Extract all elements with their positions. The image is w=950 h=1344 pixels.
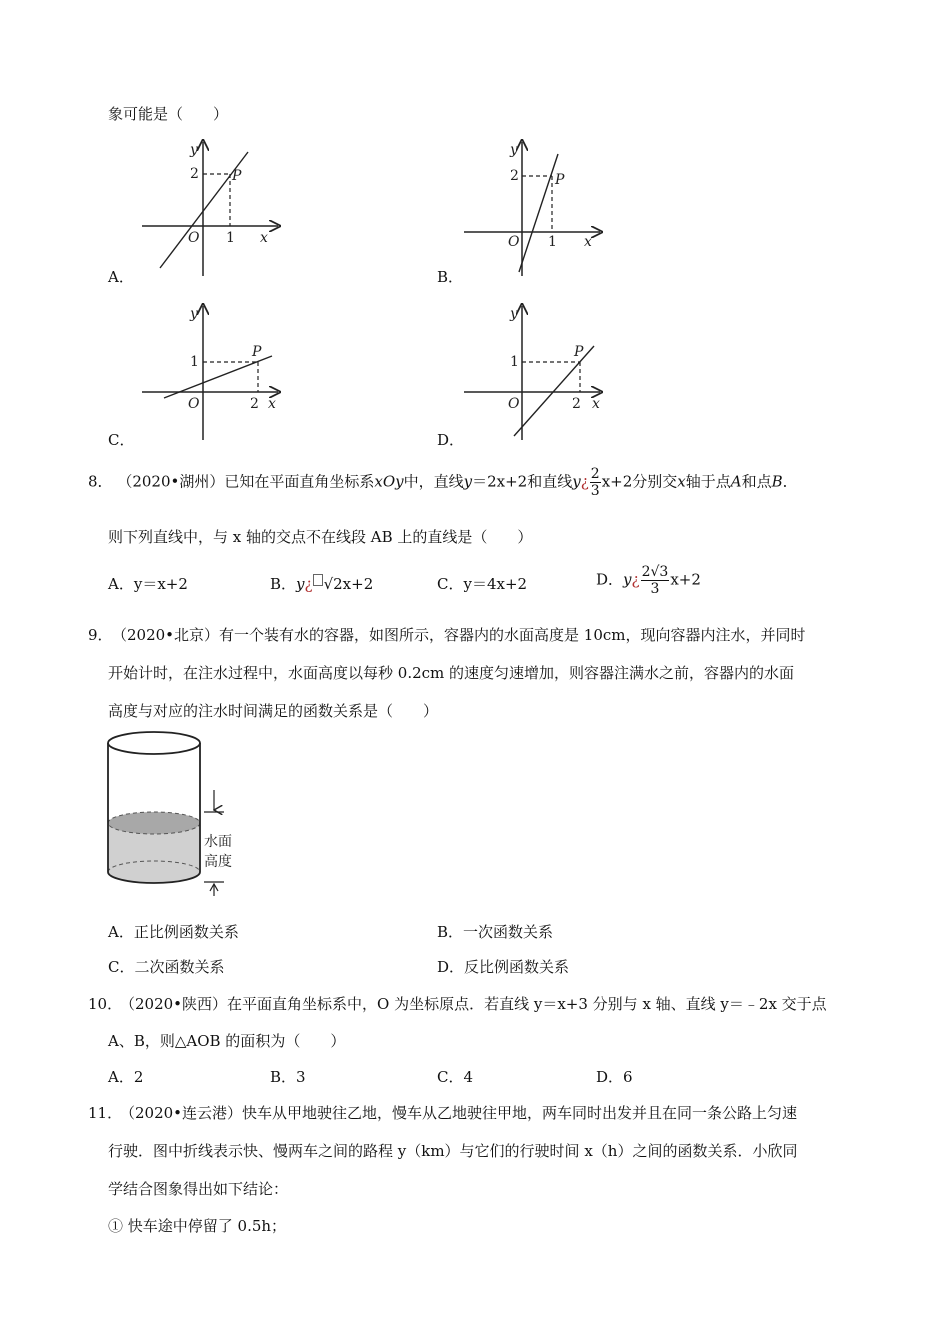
q8-opt-d-fraction	[641, 564, 670, 597]
option-c-letter: C．	[108, 431, 135, 449]
q8-opt-c-letter: C．	[437, 575, 464, 593]
q10-line1: （2020•陕西）在平面直角坐标系中，O 为坐标原点．若直线 y＝x+3 分别与 x 轴、直线 y＝﹣2x 交于点	[120, 995, 827, 1013]
q8-opt-d-letter: D．	[596, 570, 624, 589]
q8-eq2-y: y	[572, 472, 581, 491]
axis-x-label: x	[260, 230, 268, 246]
q11-line1: （2020•连云港）快车从甲地驶往乙地，慢车从乙地驶往甲地，两车同时出发并且在同一条公路上匀速	[120, 1104, 798, 1122]
q9-line1: （2020•北京）有一个装有水的容器，如图所示，容器内的水面高度是 10cm，现向容器内注水，并同时	[112, 626, 806, 644]
tick-x: 1	[548, 234, 557, 250]
graph-option-c	[140, 302, 290, 442]
point-label: P	[252, 344, 262, 360]
q8-opt-a-letter: A．	[108, 575, 134, 593]
q8-option-a	[108, 574, 188, 594]
q10-number: 10．	[88, 995, 123, 1013]
q8-opt-a-eq: y＝x+2	[133, 575, 188, 593]
axis-y-label: y	[510, 142, 518, 158]
q8-opt-b-y: y	[296, 575, 305, 593]
cylinder-figure	[100, 728, 250, 898]
tick-y: 2	[190, 166, 199, 182]
q8-point-b: B	[771, 472, 783, 491]
q10-option-d: D．6	[596, 1068, 633, 1086]
q8-line1	[88, 466, 798, 506]
q9-line3: 高度与对应的注水时间满足的函数关系是（ ）	[108, 702, 439, 720]
option-d-letter: D．	[437, 431, 465, 449]
graph-option-a	[140, 138, 290, 278]
point-label: P	[574, 344, 584, 360]
q8-eq1-rest: ＝2x+2	[472, 472, 528, 491]
q10-option-a: A．2	[108, 1068, 144, 1086]
origin-label: O	[508, 396, 520, 412]
q8-point-a: A	[730, 472, 742, 491]
q8-text-b: 中，直线	[403, 472, 464, 491]
tick-x: 2	[250, 396, 259, 412]
axis-y-label: y	[190, 142, 198, 158]
axis-x-label: x	[584, 234, 592, 250]
q8-eq1-y: y	[463, 472, 473, 491]
q8-text-g: ．	[782, 472, 798, 491]
q8-source: （2020•湖州）	[117, 472, 225, 491]
graph-option-b	[462, 138, 612, 278]
point-label: P	[232, 168, 242, 184]
tick-y: 1	[510, 354, 519, 370]
q8-opt-d-glyph: ¿	[631, 570, 640, 589]
tick-x: 1	[226, 230, 235, 246]
q8-option-b: B．y¿ √2x+2	[270, 575, 374, 593]
q8-fraction	[590, 466, 601, 499]
q8-opt-b-glyph: ¿	[304, 575, 313, 593]
q10-option-b: B．3	[270, 1068, 306, 1086]
origin-label: O	[188, 230, 200, 246]
q8-text-c: 和直线	[527, 472, 573, 491]
q9-option-d: D．反比例函数关系	[437, 958, 570, 976]
q8-var-x: x	[677, 472, 686, 491]
tick-y: 1	[190, 354, 199, 370]
q11-number: 11．	[88, 1104, 123, 1122]
axis-x-label: x	[592, 396, 600, 412]
water-surface	[108, 812, 200, 834]
q8-opt-b-rad: 2	[333, 575, 343, 593]
point-label: P	[555, 172, 565, 188]
q8-var-xoy: xOy	[374, 472, 404, 491]
q8-text-d: 分别交	[632, 472, 678, 491]
tick-y: 2	[510, 168, 519, 184]
q9-option-c: C．二次函数关系	[108, 958, 225, 976]
origin-label: O	[508, 234, 520, 250]
q8-opt-d-y: y	[623, 570, 632, 589]
q8-opt-d-num: 2√3	[641, 564, 669, 580]
option-b-letter: B．	[437, 268, 464, 286]
q8-frac-num: 2	[590, 466, 600, 482]
cylinder-top	[108, 732, 200, 754]
graph-option-d	[462, 302, 612, 442]
q8-opt-c-eq: y＝4x+2	[463, 575, 528, 593]
q10-option-c: C．4	[437, 1068, 474, 1086]
q8-option-d	[596, 564, 701, 604]
intro-text: 象可能是（ ）	[108, 105, 229, 123]
q9-line2: 开始计时，在注水过程中，水面高度以每秒 0.2cm 的速度匀速增加，则容器注满水之前，容器内的水面	[108, 664, 795, 682]
tick-x: 2	[572, 396, 581, 412]
q10-line2: A、B，则△AOB 的面积为（ ）	[108, 1032, 346, 1050]
q8-text-e: 轴于点	[685, 472, 731, 491]
q11-line3: 学结合图象得出如下结论：	[108, 1180, 289, 1198]
q8-opt-d-den: 3	[650, 581, 660, 597]
axis-x-label: x	[268, 396, 276, 412]
q9-number: 9．	[88, 626, 113, 644]
q8-glyph: ¿	[580, 472, 589, 491]
q8-text-f: 和点	[741, 472, 772, 491]
q11-line4: ① 快车途中停留了 0.5h；	[108, 1217, 287, 1235]
q9-option-b: B．一次函数关系	[437, 923, 554, 941]
origin-label: O	[188, 396, 200, 412]
q8-line2: 则下列直线中，与 x 轴的交点不在线段 AB 上的直线是（ ）	[108, 528, 533, 546]
missing-glyph-icon	[313, 574, 323, 586]
q8-opt-b-letter: B．	[270, 575, 297, 593]
axis-y-label: y	[190, 306, 198, 322]
q8-text-a: 已知在平面直角坐标系	[224, 472, 375, 491]
q8-opt-b-post: x+2	[342, 575, 374, 593]
option-a-letter: A．	[108, 268, 134, 286]
q8-option-c	[437, 574, 527, 594]
q9-option-a: A．正比例函数关系	[108, 923, 239, 941]
q11-line2: 行驶．图中折线表示快、慢两车之间的路程 y（km）与它们的行驶时间 x（h）之间的函数关系．小欣同	[108, 1142, 798, 1160]
fig-label-water: 水面	[204, 834, 232, 850]
q8-opt-d-post: x+2	[670, 570, 701, 589]
axis-y-label: y	[510, 306, 518, 322]
q8-eq2-rest: x+2	[601, 472, 633, 491]
fig-label-height: 高度	[204, 854, 232, 870]
q8-number: 8．	[88, 472, 113, 491]
q8-frac-den: 3	[590, 483, 600, 499]
